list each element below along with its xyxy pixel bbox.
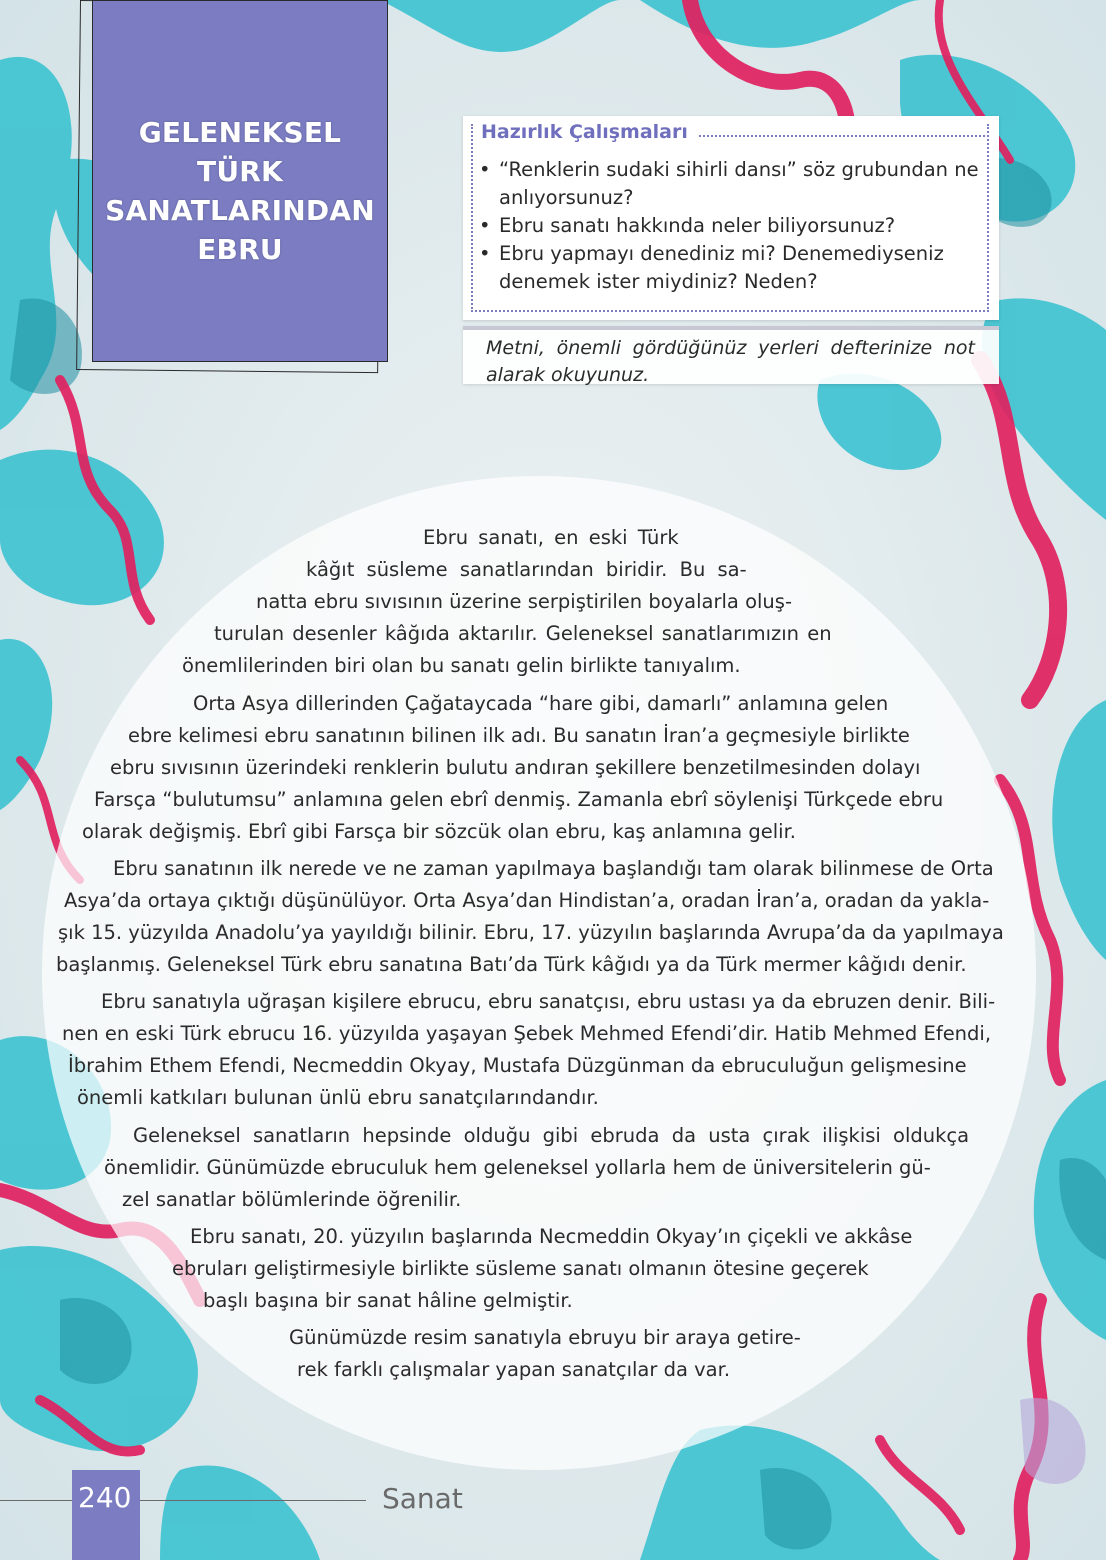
title-line: SANATLARINDAN bbox=[105, 194, 375, 227]
body-line: önemlilerinden biri olan bu sanatı gelin birlikte tanıyalım. bbox=[182, 654, 741, 677]
question-item: • Ebru yapmayı denediniz mi? Denemediyseniz denemek ister miydiniz? Neden? bbox=[479, 240, 981, 296]
body-line: Farsça “bulutumsu” anlamına gelen ebrî denmiş. Zamanla ebrî söylenişi Türkçede ebru bbox=[94, 788, 944, 811]
body-line: Asya’da ortaya çıktığı düşünülüyor. Orta Asya’dan Hindistan’a, oradan İran’a, oradan da yakla- bbox=[64, 889, 990, 912]
body-line: başlanmış. Geleneksel Türk ebru sanatına Batı’da Türk kâğıdı ya da Türk mermer kâğıdı denir. bbox=[56, 953, 967, 976]
footer-rule-right bbox=[140, 1500, 366, 1501]
title-line: EBRU bbox=[197, 233, 283, 266]
page-number: 240 bbox=[78, 1481, 132, 1514]
body-line: Ebru sanatının ilk nerede ve ne zaman yapılmaya başlandığı tam olarak bilinmese de Orta bbox=[113, 857, 994, 880]
title-line: GELENEKSEL bbox=[138, 116, 342, 149]
body-line: Geleneksel sanatların hepsinde olduğu gibi ebruda da usta çırak ilişkisi oldukça bbox=[133, 1124, 970, 1147]
body-line: önemlidir. Günümüzde ebruculuk hem geleneksel yollarla hem de üniversitelerin gü- bbox=[104, 1156, 931, 1179]
body-line: ebruları geliştirmesiyle birlikte süsleme sanatı olmanın ötesine geçerek bbox=[172, 1257, 869, 1280]
question-item: • Ebru sanatı hakkında neler biliyorsunuz? bbox=[479, 212, 981, 240]
preparation-heading: Hazırlık Çalışmaları bbox=[481, 121, 694, 143]
preparation-box bbox=[463, 116, 999, 320]
page-title bbox=[105, 113, 375, 269]
title-box bbox=[92, 0, 388, 362]
body-line: olarak değişmiş. Ebrî gibi Farsça bir sözcük olan ebru, kaş anlamına gelir. bbox=[82, 820, 796, 843]
body-line: Ebru sanatı, 20. yüzyılın başlarında Necmeddin Okyay’ın çiçekli ve akkâse bbox=[190, 1225, 913, 1248]
body-line: kâğıt süsleme sanatlarından biridir. Bu sa- bbox=[306, 558, 747, 581]
body-line: İbrahim Ethem Efendi, Necmeddin Okyay, Mustafa Düzgünman da ebruculuğun gelişmesine bbox=[68, 1054, 967, 1077]
body-line: rek farklı çalışmalar yapan sanatçılar da var. bbox=[297, 1358, 731, 1381]
title-line: TÜRK bbox=[197, 155, 283, 188]
body-line: şık 15. yüzyılda Anadolu’ya yayıldığı bilinir. Ebru, 17. yüzyılın başlarında Avrupa’da da yapılmaya bbox=[58, 921, 1004, 944]
body-line: Orta Asya dillerinden Çağataycada “hare gibi, damarlı” anlamına gelen bbox=[193, 692, 889, 715]
body-line: turulan desenler kâğıda aktarılır. Geleneksel sanatlarımızın en bbox=[214, 622, 832, 645]
body-line: zel sanatlar bölümlerinde öğrenilir. bbox=[122, 1188, 462, 1211]
body-line: ebre kelimesi ebru sanatının bilinen ilk adı. Bu sanatın İran’a geçmesiyle birlikte bbox=[128, 724, 910, 747]
body-line: Günümüzde resim sanatıyla ebruyu bir araya getire- bbox=[289, 1326, 801, 1349]
heading-dotted-rule bbox=[699, 135, 989, 137]
reading-note-box bbox=[463, 326, 999, 384]
reading-note: Metni, önemli gördüğünüz yerleri defterinize not alarak okuyunuz. bbox=[486, 337, 975, 386]
body-line: başlı başına bir sanat hâline gelmiştir. bbox=[203, 1289, 573, 1312]
preparation-questions bbox=[479, 156, 981, 296]
note-top-bar bbox=[463, 326, 999, 330]
body-line: nen en eski Türk ebrucu 16. yüzyılda yaşayan Şebek Mehmed Efendi’dir. Hatib Mehmed Efendi, bbox=[62, 1022, 992, 1045]
footer-rule-left bbox=[0, 1500, 72, 1501]
body-line: önemli katkıları bulunan ünlü ebru sanatçılarındandır. bbox=[77, 1086, 599, 1109]
question-item: • “Renklerin sudaki sihirli dansı” söz grubundan ne anlıyorsunuz? bbox=[479, 156, 981, 212]
body-line: ebru sıvısının üzerindeki renklerin bulutu andıran şekillere benzetilmesinden dolayı bbox=[110, 756, 921, 779]
body-line: Ebru sanatı, en eski Türk bbox=[423, 526, 679, 549]
body-line: Ebru sanatıyla uğraşan kişilere ebrucu, ebru sanatçısı, ebru ustası ya da ebruzen denir. Bili- bbox=[101, 990, 996, 1013]
section-name: Sanat bbox=[382, 1482, 463, 1515]
body-line: natta ebru sıvısının üzerine serpiştirilen boyalarla oluş- bbox=[256, 590, 792, 613]
